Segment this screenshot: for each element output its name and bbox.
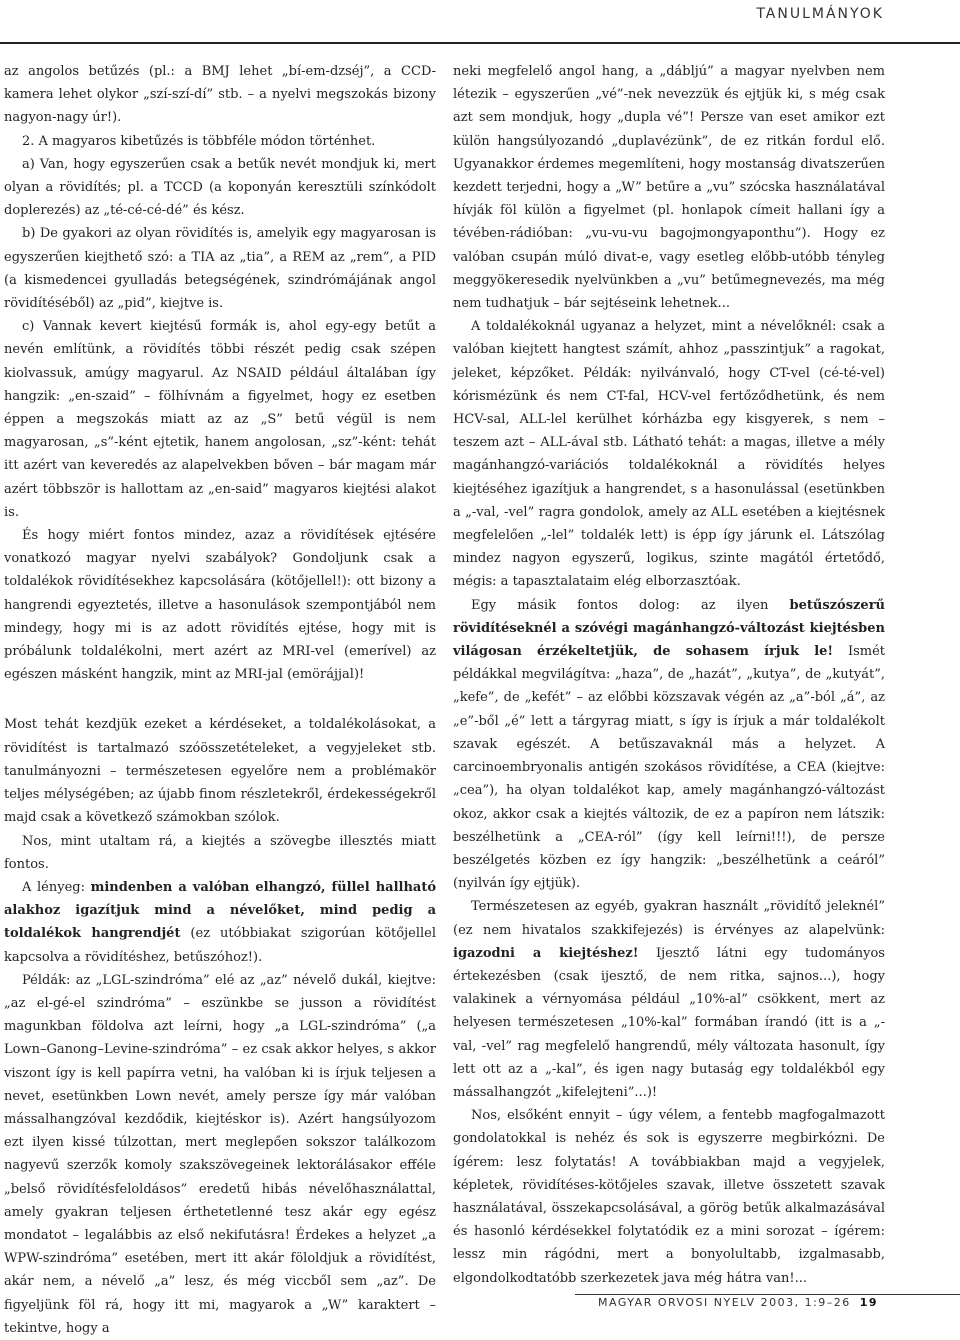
header-rule — [0, 42, 960, 44]
right-column — [453, 60, 885, 1290]
paragraph — [453, 594, 885, 896]
paragraph: c) Vannak kevert kiejtésű formák is, ahol egy-egy betűt a nevén említünk, a rövidítés többi részét pedig csak szépen kiolvassuk, amúgy magyarul. Az NSAID például általában így hangzik: „en-szaid” – fölhívnám a figyelmet, hogy ez esetben éppen a megszokás miatt az az „S” betű végül is nem magyarosan, „s”-ként ejtetik, hanem angolosan, „sz”-ként: tehát itt azért van keveredés az alapelvekben bőven – bár magam már azért többször is hallottam az „en-said” magyaros kiejtési alakot is. — [4, 319, 436, 520]
paragraph-text: Egy másik fontos dolog: az ilyen — [471, 597, 790, 613]
paragraph: A toldalékoknál ugyanaz a helyzet, mint a névelőknél: csak a valóban kiejtett hangtest számít, ahhoz „passzintjuk” a ragokat, jeleket, képzőket. Példák: nyilvánvaló, hogy CT-vel (cé-té-vel) kórismézünk és nem CT-fal, HCV-vel fertőződhetünk, és nem HCV-sal, ALL-lel kerülhet kórházba egy kisgyerek, s nem – teszem azt – ALL-ával stb. Látható tehát: a magas, illetve a mély magánhangzó-variációs toldalékoknál a rövidítés helyes kiejtéséhez igazítjuk a hangrendet, s a hasonulással (esetünkben a „-val, -vel” ragra gondolok, amely az ALL esetében a kiejtésnek megfelelően „-lel” toldalék lett) is épp így járunk el. Látszólag mindez nagyon egyszerű, logikus, szinte magától értetődő, mégis: a tapasztalataim elég elborzasztóak. — [453, 319, 885, 590]
section-label: TANULMÁNYOK — [756, 6, 884, 22]
paragraph: Példák: az „LGL-szindróma” elé az „az” névelő dukál, kiejtve: „az el-gé-el szindróma” – eszünkbe se jusson a rövidítést magunkban földolva azt leírni, hogy „a LGL-szindróma” („a Lown–Ganong–Levine-szindróma” – ez csak akkor helyes, s akkor viszont így is kell papírra vetni, ha valóban ki is írjuk teljesen a nevet, esetünkben Lown nevét, amely persze így már valóban mássalhangzóval kezdődik, kiejtéskor is). Azért hangsúlyozom ezt ilyen kissé túlzottan, mert meglepően sokszor találkozom nagyevű szerzők komoly szakszövegeinek lektorálásakor efféle „belső rövidítésfeloldásos” eredetű hibás névelőhasználattal, amely gyakran teljesen érthetetlenné tesz akár egy egész mondatot – legalábbis az első nekifutásra! Érdekes a helyzet „a WPW-szindróma” esetében, mert itt akár föloldjuk a rövidítést, akár nem, a névelő „a” lesz, és még viccből sem „az”. De figyeljünk föl rá, hogy itt mi, magyarok a „W” karaktert – tekintve, hogy a — [4, 972, 436, 1336]
emphasis-text: betűszószerű rövidítéseknél a szóvégi magánhangzó-változást kiejtésben világosan érzékeltetjük, de sohasem írjuk le! — [453, 597, 885, 660]
paragraph — [453, 895, 885, 1104]
paragraph-text: Természetesen az egyéb, gyakran használt „rövidítő jeleknél” (ez nem hivatalos szakkifejezés) is érvényes az alapelvünk: — [453, 899, 885, 938]
paragraph: 2. A magyaros kibetűzés is többféle módon történhet. — [22, 133, 376, 149]
paragraph: b) De gyakori az olyan rövidítés is, amelyik egy magyarosan is egyszerűen kiejthető szó: a TIA az „tia”, a REM az „rem”, a PID (a kismedencei gyulladás betegségének, szindrómájának angol rövidítéséből) az „pid”, kiejtve is. — [4, 226, 436, 312]
paragraph-text: Ijesztő látni egy tudományos értekezésben (csak ijesztő, de nem ritka, sajnos...), hogy valakinek a vérnyomása például „10%-al” csökkent, mert az helyesen természetesen „10%-kal” formában írandó (itt is a „-val, -vel” rag megfelelő hangrendű, mély változata hasonult, így lett ott az a „-kal”, és igen nagy butaság egy toldalékból egy mássalhangzót „kifelejteni”...)! — [453, 945, 885, 1100]
left-column — [4, 60, 436, 1340]
paragraph: az angolos betűzés (pl.: a BMJ lehet „bí-em-dzséj”, a CCD-kamera lehet olykor „szí-szí-dí” stb. – a nyelvi megszokás bizony nagyon-nagy úr!). — [4, 64, 436, 126]
emphasis-text: igazodni a kiejtéshez! — [453, 945, 639, 961]
paragraph-text: A lényeg: — [22, 879, 91, 895]
paragraph — [4, 876, 436, 969]
emphasis-text: mindenben a valóban elhangzó, füllel hallható alakhoz igazítjuk mind a névelőket, mind pedig a toldalékok hangrendjét — [4, 879, 436, 942]
paragraph: neki megfelelő angol hang, a „dábljú” a magyar nyelvben nem létezik – egyszerűen „vé”-nek nevezzük és ejtjük ki, s még csak azt sem mondjuk, hogy „dupla vé”! Persze van eset amikor ezt külön hangsúlyozandó „duplavézünk”, de ez ritkán fordul elő. Ugyanakkor érdemes megemlíteni, hogy mostanság divatszerűen kezdett terjedni, hogy a „W” betűre a „vu” szócska használatával hívják föl külön a figyelmet (pl. honlapok címeit hallani így a tévében-rádióban: „vu-vu-vu bagojmongyaponthu”). Hogy ez valóban csupán múló divat-e, vagy esetleg előbb-utóbb tényleg meggyökeresedik nyelvünkben a „vu” betűmegnevezés, ma még nem tudhatjuk – bár sejtéseink lehetnek... — [453, 64, 885, 312]
journal-citation: MAGYAR ORVOSI NYELV 2003, 1:9–26 — [598, 1296, 851, 1309]
paragraph-text: (ez utóbbiakat szigorúan kötőjellel kapcsolva a rövidítéshez, betűszóhoz!). — [4, 926, 436, 965]
paragraph: Nos, mint utaltam rá, a kiejtés a szövegbe illesztés miatt fontos. — [4, 833, 436, 872]
paragraph: És hogy miért fontos mindez, azaz a rövidítések ejtésére vonatkozó magyar nyelvi szabályok? Gondoljunk csak a toldalékok rövidítésekhez kapcsolására (kötőjellel!): ott bizony a hangrendi egyeztetés, illetve a hasonulások szempontjából nem mindegy, hogy mi is az adott rövidítés ejtése, hogy mit is próbálunk toldalékolni, mert azért az MRI-vel (emerível) az egészen másként hangzik, mint az MRI-jal (emörájjal)! — [4, 528, 436, 683]
page-footer — [598, 1296, 878, 1309]
paragraph: Nos, elsőként ennyit – úgy vélem, a fentebb magfogalmazott gondolatokkal is nehéz és sok is egyszerre megbirkózni. De ígérem: lesz folytatás! A továbbiakban majd a vegyjelek, képletek, rövidítéses-kötőjeles szavak, illetve összetett szavak használatával, összekapcsolásával, a görög betűk alkalmazásával és hasonló kérdésekkel folytatódik ez a mini sorozat – ígérem: lessz min rágódni, mert a bonyolultabb, izgalmasabb, elgondolkodtatóbb szerkezetek java még hátra van!... — [453, 1108, 885, 1286]
paragraph-text: Ismét példákkal megvilágítva: „haza”, de „hazát”, „kutya”, de „kutyát”, „kefe”, de „kefét” – az előbbi közszavak végén az „a”-ból „á”, az „e”-ből „é” lett a tárgyrag miatt, s így is írjuk a már toldalékolt szavak egészét. A betűszavaknál más a helyzet. A carcinoembryonalis antigén szokásos rövidítése, a CEA (kiejtve: „cea”), ha olyan toldalékot kap, amely magánhangzó-változást okoz, akkor csak a kiejtés változik, de ez a papíron nem látszik: beszélhetünk a „CEA-ról” (így kell leírni!!!), de persze beszélgetés közben ez így hangzik: „beszélhetünk a ceáról” (nyilván így ejtjük). — [453, 644, 886, 892]
page-number: 19 — [859, 1296, 879, 1309]
paragraph: Most tehát kezdjük ezeket a kérdéseket, a toldalékolásokat, a rövidítést is tartalmazó szóösszetételeket, a vegyjeleket stb. tanulmányozni – természetesen egyelőre nem a problémakör teljes mélységében; az újabb finom részletekről, érdekességekről majd csak a következő számokban szólok. — [4, 717, 436, 826]
footer-rule — [575, 1294, 960, 1295]
paragraph: a) Van, hogy egyszerűen csak a betűk nevét mondjuk ki, mert olyan a rövidítés; pl. a TCCD (a koponyán keresztüli színkódolt doplerezés) az „té-cé-cé-dé” és kész. — [4, 156, 436, 219]
